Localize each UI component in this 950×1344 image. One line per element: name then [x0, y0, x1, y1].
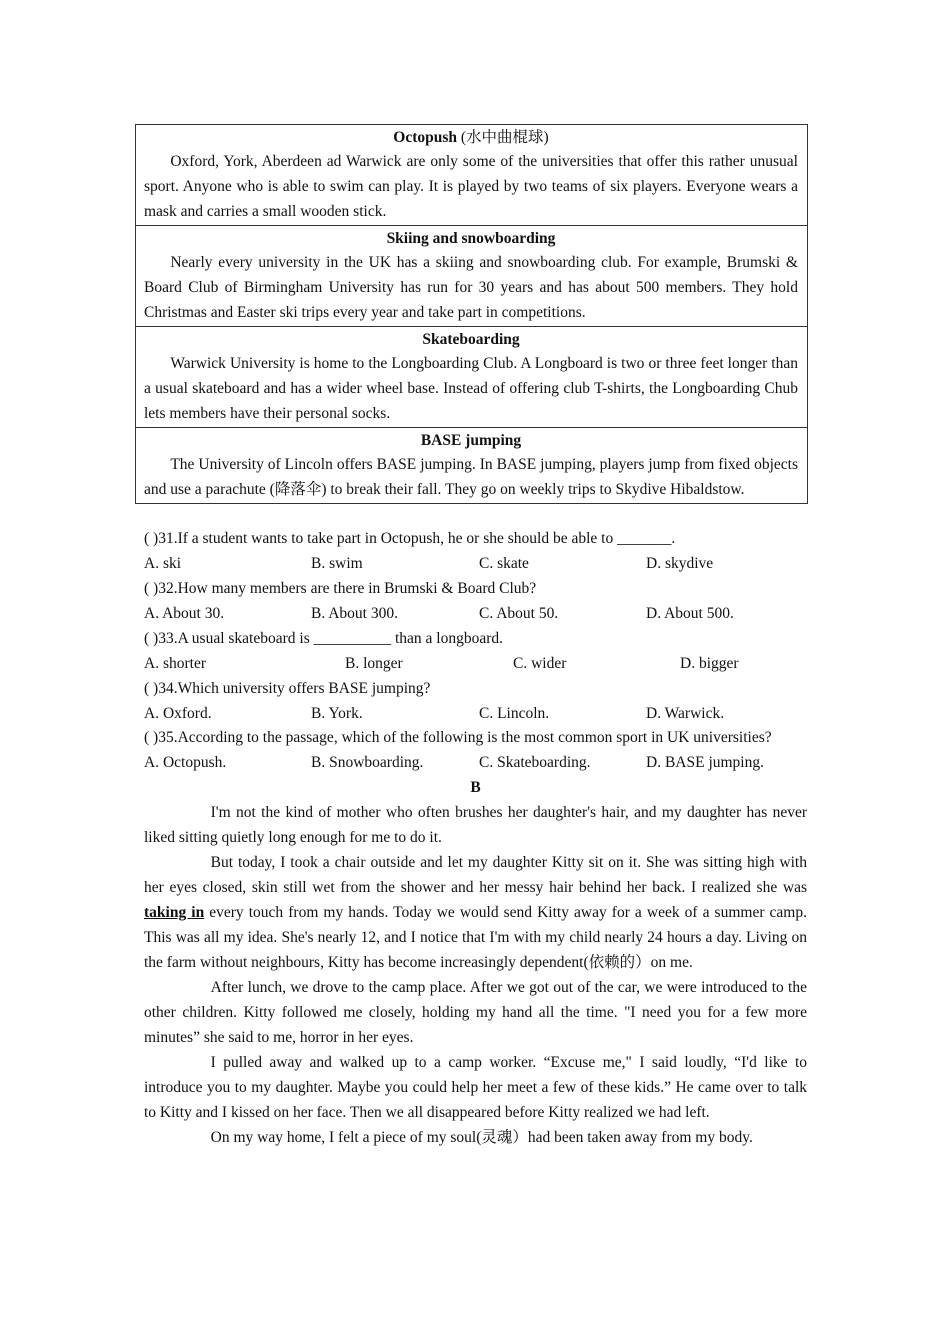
option-d: D. skydive — [646, 555, 714, 572]
option-a: A. Oxford. — [144, 705, 212, 722]
section-title: Skiing and snowboarding — [386, 230, 556, 247]
options-34 — [144, 701, 807, 726]
option-a: A. shorter — [144, 655, 206, 672]
question-33: ( )33.A usual skateboard is __________ than a longboard. — [144, 630, 504, 647]
option-b: B. longer — [345, 655, 403, 672]
section-body: Warwick University is home to the Longboarding Club. A Longboard is two or three feet longer than a usual skateboard and has a wider wheel base. Instead of offering club T-shirts, the Longboarding Chub lets members have their personal socks. — [144, 355, 798, 422]
section-body: Nearly every university in the UK has a skiing and snowboarding club. For example, Brumski & Board Club of Birmingham University has run for 30 years and has about 500 members. They hold Christmas and Easter ski trips every year and take part in competitions. — [144, 254, 798, 321]
section-base-jumping — [136, 427, 807, 503]
option-c: C. wider — [513, 655, 567, 672]
option-d: D. Warwick. — [646, 705, 725, 722]
section-skiing — [136, 225, 807, 326]
option-a: A. Octopush. — [144, 754, 227, 771]
passage-paragraph: After lunch, we drove to the camp place. After we got out of the car, we were introduced to the other children. Kitty followed me closely, holding my hand all the time. "I need you for a few more minutes” she said to me, horror in her eyes. — [144, 979, 807, 1046]
option-c: C. Skateboarding. — [479, 754, 591, 771]
option-b: B. About 300. — [311, 605, 398, 622]
option-d: D. bigger — [680, 655, 739, 672]
sports-table — [135, 124, 808, 504]
passage-paragraph: I'm not the kind of mother who often brushes her daughter's hair, and my daughter has never liked sitting quietly long enough for me to do it. — [144, 804, 807, 846]
option-b: B. swim — [311, 555, 363, 572]
question-32: ( )32.How many members are there in Brumski & Board Club? — [144, 580, 537, 597]
underlined-phrase: taking in — [144, 904, 205, 921]
option-d: D. BASE jumping. — [646, 754, 764, 771]
passage-b-title: B — [470, 779, 481, 796]
passage-paragraph: But today, I took a chair outside and let my daughter Kitty sit on it. She was sitting high with her eyes closed, skin still wet from the shower and her messy hair behind her back. I realized she was taking in every touch from my hands. Today we would send Kitty away for a week of a summer camp. This was all my idea. She's nearly 12, and I notice that I'm with my child nearly 24 hours a day. Living on the farm without neighbours, Kitty has become increasingly dependent(依赖的）on me. — [144, 854, 807, 971]
option-a: A. ski — [144, 555, 182, 572]
section-body: Oxford, York, Aberdeen ad Warwick are only some of the universities that offer this rather unusual sport. Anyone who is able to swim can play. It is played by two teams of six players. Everyone wears a mask and carries a small wooden stick. — [144, 153, 798, 220]
passage-paragraph: I pulled away and walked up to a camp worker. “Excuse me," I said loudly, “I'd like to introduce you to my daughter. Maybe you could help her meet a few of these kids.” He came over to talk to Kitty and I kissed on her face. Then we all disappeared before Kitty realized we had left. — [144, 1054, 807, 1121]
section-title: Skateboarding — [422, 331, 520, 348]
question-35: ( )35.According to the passage, which of the following is the most common sport in UK universities? — [144, 729, 772, 746]
questions-and-passage — [144, 526, 807, 1150]
option-a: A. About 30. — [144, 605, 225, 622]
options-31 — [144, 551, 807, 576]
option-d: D. About 500. — [646, 605, 734, 622]
section-title: BASE jumping — [420, 432, 522, 449]
options-32 — [144, 601, 807, 626]
section-body: The University of Lincoln offers BASE jumping. In BASE jumping, players jump from fixed objects and use a parachute (降落伞) to break their fall. They go on weekly trips to Skydive Hibaldstow. — [144, 456, 798, 498]
question-34: ( )34.Which university offers BASE jumping? — [144, 680, 431, 697]
option-b: B. Snowboarding. — [311, 754, 424, 771]
option-c: C. Lincoln. — [479, 705, 550, 722]
section-skateboarding — [136, 326, 807, 427]
option-c: C. About 50. — [479, 605, 559, 622]
option-b: B. York. — [311, 705, 363, 722]
section-octopush — [136, 125, 807, 225]
options-33 — [144, 651, 807, 676]
question-31: ( )31.If a student wants to take part in Octopush, he or she should be able to _______. — [144, 530, 676, 547]
option-c: C. skate — [479, 555, 529, 572]
passage-paragraph: On my way home, I felt a piece of my soul(灵魂）had been taken away from my body. — [210, 1129, 753, 1146]
section-title: Octopush (水中曲棍球) — [393, 129, 549, 146]
options-35 — [144, 750, 807, 775]
